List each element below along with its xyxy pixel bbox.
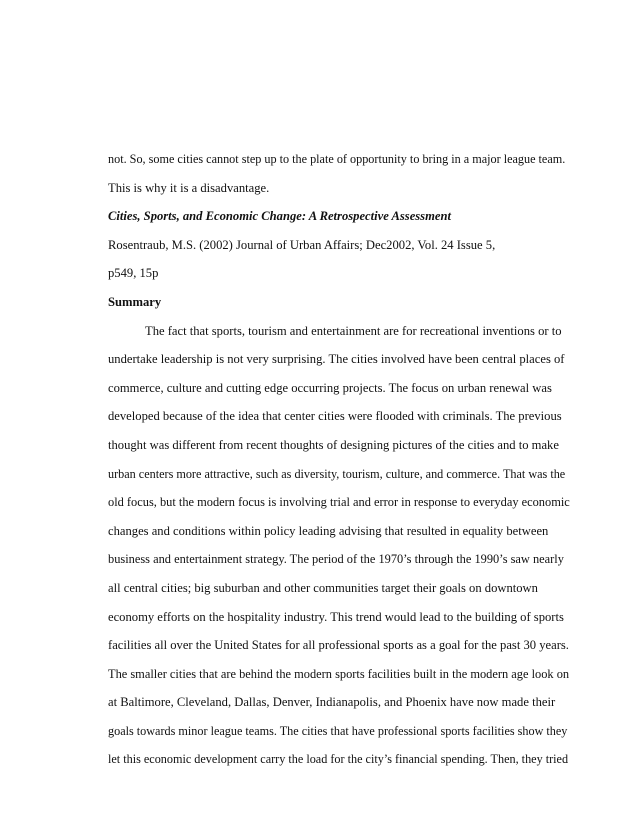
body-line: goals towards minor league teams. The cities that have professional sports facilities show they [108,723,568,738]
body-line: economy efforts on the hospitality industry. This trend would lead to the building of sports [108,609,564,624]
source-title: Cities, Sports, and Economic Change: A Retrospective Assessment [108,209,451,224]
body-line: let this economic development carry the load for the city’s financial spending. Then, they tried [108,752,569,767]
body-line: facilities all over the United States for all professional sports as a goal for the past 30 years. [108,638,569,653]
body-line: changes and conditions within policy leading advising that resulted in equality between [108,523,549,538]
body-line: commerce, culture and cutting edge occurring projects. The focus on urban renewal was [108,380,552,395]
body-line: urban centers more attractive, such as diversity, tourism, culture, and commerce. That was the [108,466,566,481]
body-line: This is why it is a disadvantage. [108,180,270,195]
paragraph-first-line: The fact that sports, tourism and entertainment are for recreational inventions or to [145,323,562,338]
body-line: thought was different from recent thoughts of designing pictures of the cities and to make [108,437,559,452]
summary-heading: Summary [108,294,162,309]
body-line: undertake leadership is not very surprising. The cities involved have been central places of [108,352,565,367]
citation-line: p549, 15p [108,266,159,281]
body-line: not. So, some cities cannot step up to the plate of opportunity to bring in a major league team. [108,152,566,166]
body-line: business and entertainment strategy. The period of the 1970’s through the 1990’s saw nearly [108,552,564,567]
citation-line: Rosentraub, M.S. (2002) Journal of Urban Affairs; Dec2002, Vol. 24 Issue 5, [108,237,496,252]
document-body [108,150,570,779]
body-line: old focus, but the modern focus is involving trial and error in response to everyday economic [108,495,570,510]
body-line: all central cities; big suburban and other communities target their goals on downtown [108,580,538,595]
body-line: developed because of the idea that center cities were flooded with criminals. The previous [108,409,562,424]
body-line: The smaller cities that are behind the modern sports facilities built in the modern age look on [108,666,570,681]
body-line: at Baltimore, Cleveland, Dallas, Denver, Indianapolis, and Phoenix have now made their [108,695,556,710]
